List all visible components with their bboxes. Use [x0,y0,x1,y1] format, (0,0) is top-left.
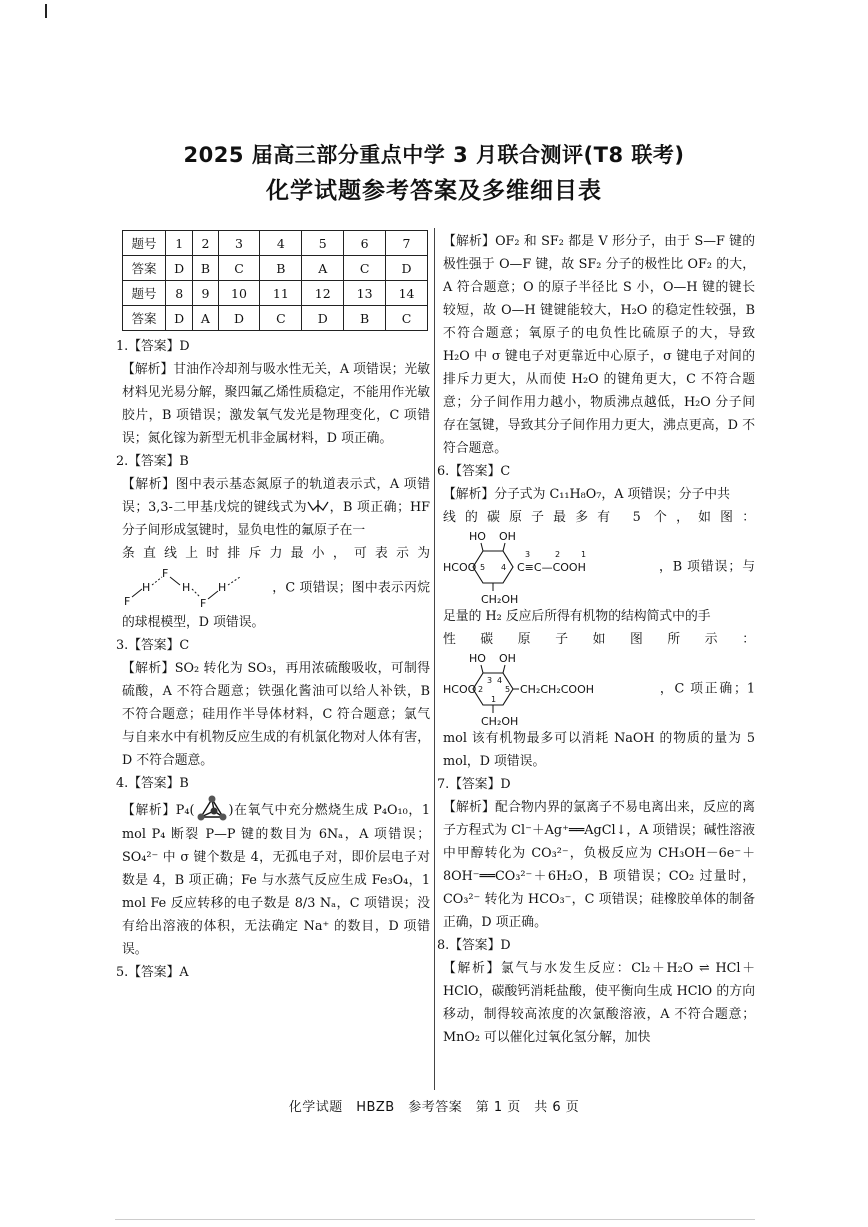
mol2-ring-4: 4 [497,676,503,685]
answer-5: 5.【答案】A [116,965,189,980]
explanation-2-c: ，C 项错误；图中表示丙烷的球棍模型，D 项错误。 [122,580,430,630]
mol2-hcoo: HCOO [443,683,477,696]
answer-table-cell: 10 [218,281,260,306]
answer-table-cell: 3 [218,231,260,256]
answer-table-cell: B [344,306,386,331]
answer-table-header-cell: 答案 [123,306,166,331]
explanation-2 [122,473,430,634]
hf-hydrogen-bond-figure [122,567,272,609]
answer-table-cell: 4 [260,231,302,256]
answer-table-cell: B [260,256,302,281]
explanation-6-c: ，C 项正确；1 mol 该有机物最多可以消耗 NaOH 的物质的量为 5 mol，D 项错误。 [443,681,755,769]
question-3 [116,634,430,772]
page-footer: 化学试题 HBZB 参考答案 第 1 页 共 6 页 [288,1100,580,1115]
answer-table-row [123,306,428,331]
mol2-oh: OH [499,652,516,665]
answer-table-cell: D [218,306,260,331]
answer-table-cell: 12 [302,281,344,306]
answer-table-cell: 6 [344,231,386,256]
mol2-ch2oh: CH₂OH [481,715,519,727]
explanation-3: 【解析】SO₂ 转化为 SO₃，再用浓硫酸吸收，可制得硫酸，A 不符合题意；铁强化酱油可以给人补铁，B 不符合题意；硅用作半导体材料，C 符合题意；氯气与自来水中有机物反应生成的有机氯化物对人体有害，D 不符合题意。 [122,661,430,768]
question-4 [116,772,431,961]
mol1-ring-5: 5 [480,563,486,572]
answer-table-header-cell: 答案 [123,256,166,281]
mol2-ring-1: 1 [491,695,497,704]
answer-table-row [123,256,428,281]
corner-mark [45,4,47,18]
answer-table-cell: B [193,256,218,281]
answer-table-cell: D [166,306,193,331]
hf-atom: H [182,581,191,594]
answer-table-cell: C [344,256,386,281]
answer-table-header-cell: 题号 [123,231,166,256]
skeletal-formula-icon [307,499,329,513]
hf-atom: F [200,597,207,609]
explanation-4-a: 【解析】P₄( [122,803,195,818]
explanation-8: 【解析】氯气与水发生反应：Cl₂＋H₂O ⇌ HCl＋HClO，碳酸钙消耗盐酸，使平衡向生成 HClO 的方向移动，制得较高浓度的次氯酸溶液，A 不符合题意；MnO₂ 可以催化过氧化氢分解，加快 [443,961,755,1045]
answer-table-cell: D [166,256,193,281]
explanation-6-a: 【解析】分子式为 C₁₁H₈O₇，A 项错误；分子中共 [443,487,730,502]
question-8 [437,934,755,1049]
mol1-num-2: 2 [555,550,561,559]
page-title: 2025 届高三部分重点中学 3 月联合测评(T8 联考) [183,143,685,167]
question-7 [437,773,755,934]
mol2-ring-3: 3 [487,676,493,685]
explanation-6-spread-2: 性碳原子如图所示： [443,632,755,647]
answer-2: 2.【答案】B [116,454,189,469]
answer-table-cell: 11 [260,281,302,306]
mol1-ring-4: 4 [501,563,507,572]
hf-atom: H [218,581,227,594]
explanation-6-spread: 线的碳原子最多有 5 个，如图： [443,510,755,525]
answer-4: 4.【答案】B [116,776,189,791]
answer-table-cell: 7 [386,231,428,256]
answer-8: 8.【答案】D [437,938,511,953]
hf-atom: F [162,567,169,580]
answer-table-header-cell: 题号 [123,281,166,306]
mol1-ch2oh: CH₂OH [481,593,519,605]
mol2-ring-2: 2 [478,685,484,694]
answer-table-cell: 1 [166,231,193,256]
answer-table-cell: 5 [302,231,344,256]
mol2-ho: HO [469,652,486,665]
answer-table-row [123,281,428,306]
answer-table-cell: C [218,256,260,281]
explanation-2-a: 【解析】图中表示基态氮原子的轨道表示式，A 项错误；3,3-二甲基戊烷的键线式为 [122,477,430,515]
answer-table-cell: 2 [193,231,218,256]
answer-table-cell: C [386,306,428,331]
mol1-num-3: 3 [525,550,531,559]
explanation-7: 【解析】配合物内界的氯离子不易电离出来，反应的离子方程式为 Cl⁻＋Ag⁺══AgCl↓，A 项错误；碱性溶液中甲醇转化为 CO₃²⁻，负极反应为 CH₃OH－6e⁻＋8OH⁻══CO₃²⁻＋6H₂O，B 项错误；CO₂ 过量时，CO₃²⁻ 转化为 HCO₃⁻，C 项错误；硅橡胶单体的制备正确，D 项正确。 [443,800,755,930]
bottom-rule [115,1219,755,1220]
mol1-hcoo: HCOO [443,561,477,574]
explanation-1: 【解析】甘油作冷却剂与吸水性无关，A 项错误；光敏材料见光易分解，聚四氟乙烯性质稳定，不能用作光敏胶片，B 项错误；激发氧气发光是物理变化，C 项错误；氮化镓为新型无机非金属材料，D 项正确。 [122,362,430,446]
molecule-2-figure [443,651,658,727]
mol1-oh: OH [499,530,516,543]
mol1-tail: C≡C—COOH [517,561,586,574]
explanation-2-spread: 条直线上时排斥力最小，可表示为 [122,546,430,561]
mol2-ring-5: 5 [505,685,511,694]
p4-tetrahedron-icon [195,795,229,823]
explanation-6 [443,483,755,773]
explanation-5: 【解析】OF₂ 和 SF₂ 都是 V 形分子，由于 S—F 键的极性强于 O—F 键，故 SF₂ 分子的极性比 OF₂ 的大，A 符合题意；O 的原子半径比 S 小，O—H 键的键长较短，故 O—H 键键能较大，H₂O 的稳定性较强，B 不符合题意；氧原子的电负性比硫原子的大，导致 H₂O 中 σ 键电子对更靠近中心原子，σ 键电子对间的排斥力更大，从而使 H₂O 的键角更大，C 不符合题意；分子间作用力越小，物质沸点越低，H₂O 分子间存在氢键，导致其分子间作用力更大，沸点更高，D 不符合题意。 [443,234,755,456]
answer-table-cell: 13 [344,281,386,306]
answer-table [122,230,428,331]
molecule-1-figure [443,529,658,605]
answer-table-cell: C [260,306,302,331]
answer-table-cell: 14 [386,281,428,306]
answer-7: 7.【答案】D [437,777,511,792]
answer-table-cell: D [386,256,428,281]
title-block [0,140,868,208]
right-column [437,230,755,1049]
explanation-4 [122,795,430,961]
explanation-2-b: ，B 项正确；HF 分子间形成氢键时，显负电性的氟原子在一 [122,500,430,538]
answer-table-cell: 8 [166,281,193,306]
mol1-num-1: 1 [581,550,587,559]
question-5 [116,961,430,984]
answer-table-cell: A [302,256,344,281]
answer-table-cell: A [193,306,218,331]
mol2-tail: CH₂CH₂COOH [520,683,594,696]
explanation-6-b: ，B 项错误；与足量的 H₂ 反应后所得有机物的结构简式中的手 [443,559,755,624]
explanation-4-b: )在氧气中充分燃烧生成 P₄O₁₀，1 mol P₄ 断裂 P—P 键的数目为 6Nₐ，A 项错误；SO₄²⁻ 中 σ 键个数是 4，无孤电子对，即价层电子对数是 4，B 项正确；Fe 与水蒸气反应生成 Fe₃O₄，1 mol Fe 反应转移的电子数是 8/3 Nₐ，C 项错误；没有给出溶液的体积，无法确定 Na⁺ 的数目，D 项错误。 [122,803,431,957]
question-5-continued [443,230,755,460]
page-subtitle: 化学试题参考答案及多维细目表 [266,178,602,204]
question-6 [437,460,755,773]
answer-1: 1.【答案】D [116,339,190,354]
answer-6: 6.【答案】C [437,464,511,479]
column-divider [434,228,435,1090]
answer-3: 3.【答案】C [116,638,190,653]
question-2 [116,450,430,634]
mol1-ho: HO [469,530,486,543]
answer-table-row [123,231,428,256]
left-column [116,230,431,984]
hf-atom: F [124,595,131,608]
hf-atom: H [142,581,151,594]
answer-table-cell: D [302,306,344,331]
question-1 [116,335,430,450]
answer-table-cell: 9 [193,281,218,306]
